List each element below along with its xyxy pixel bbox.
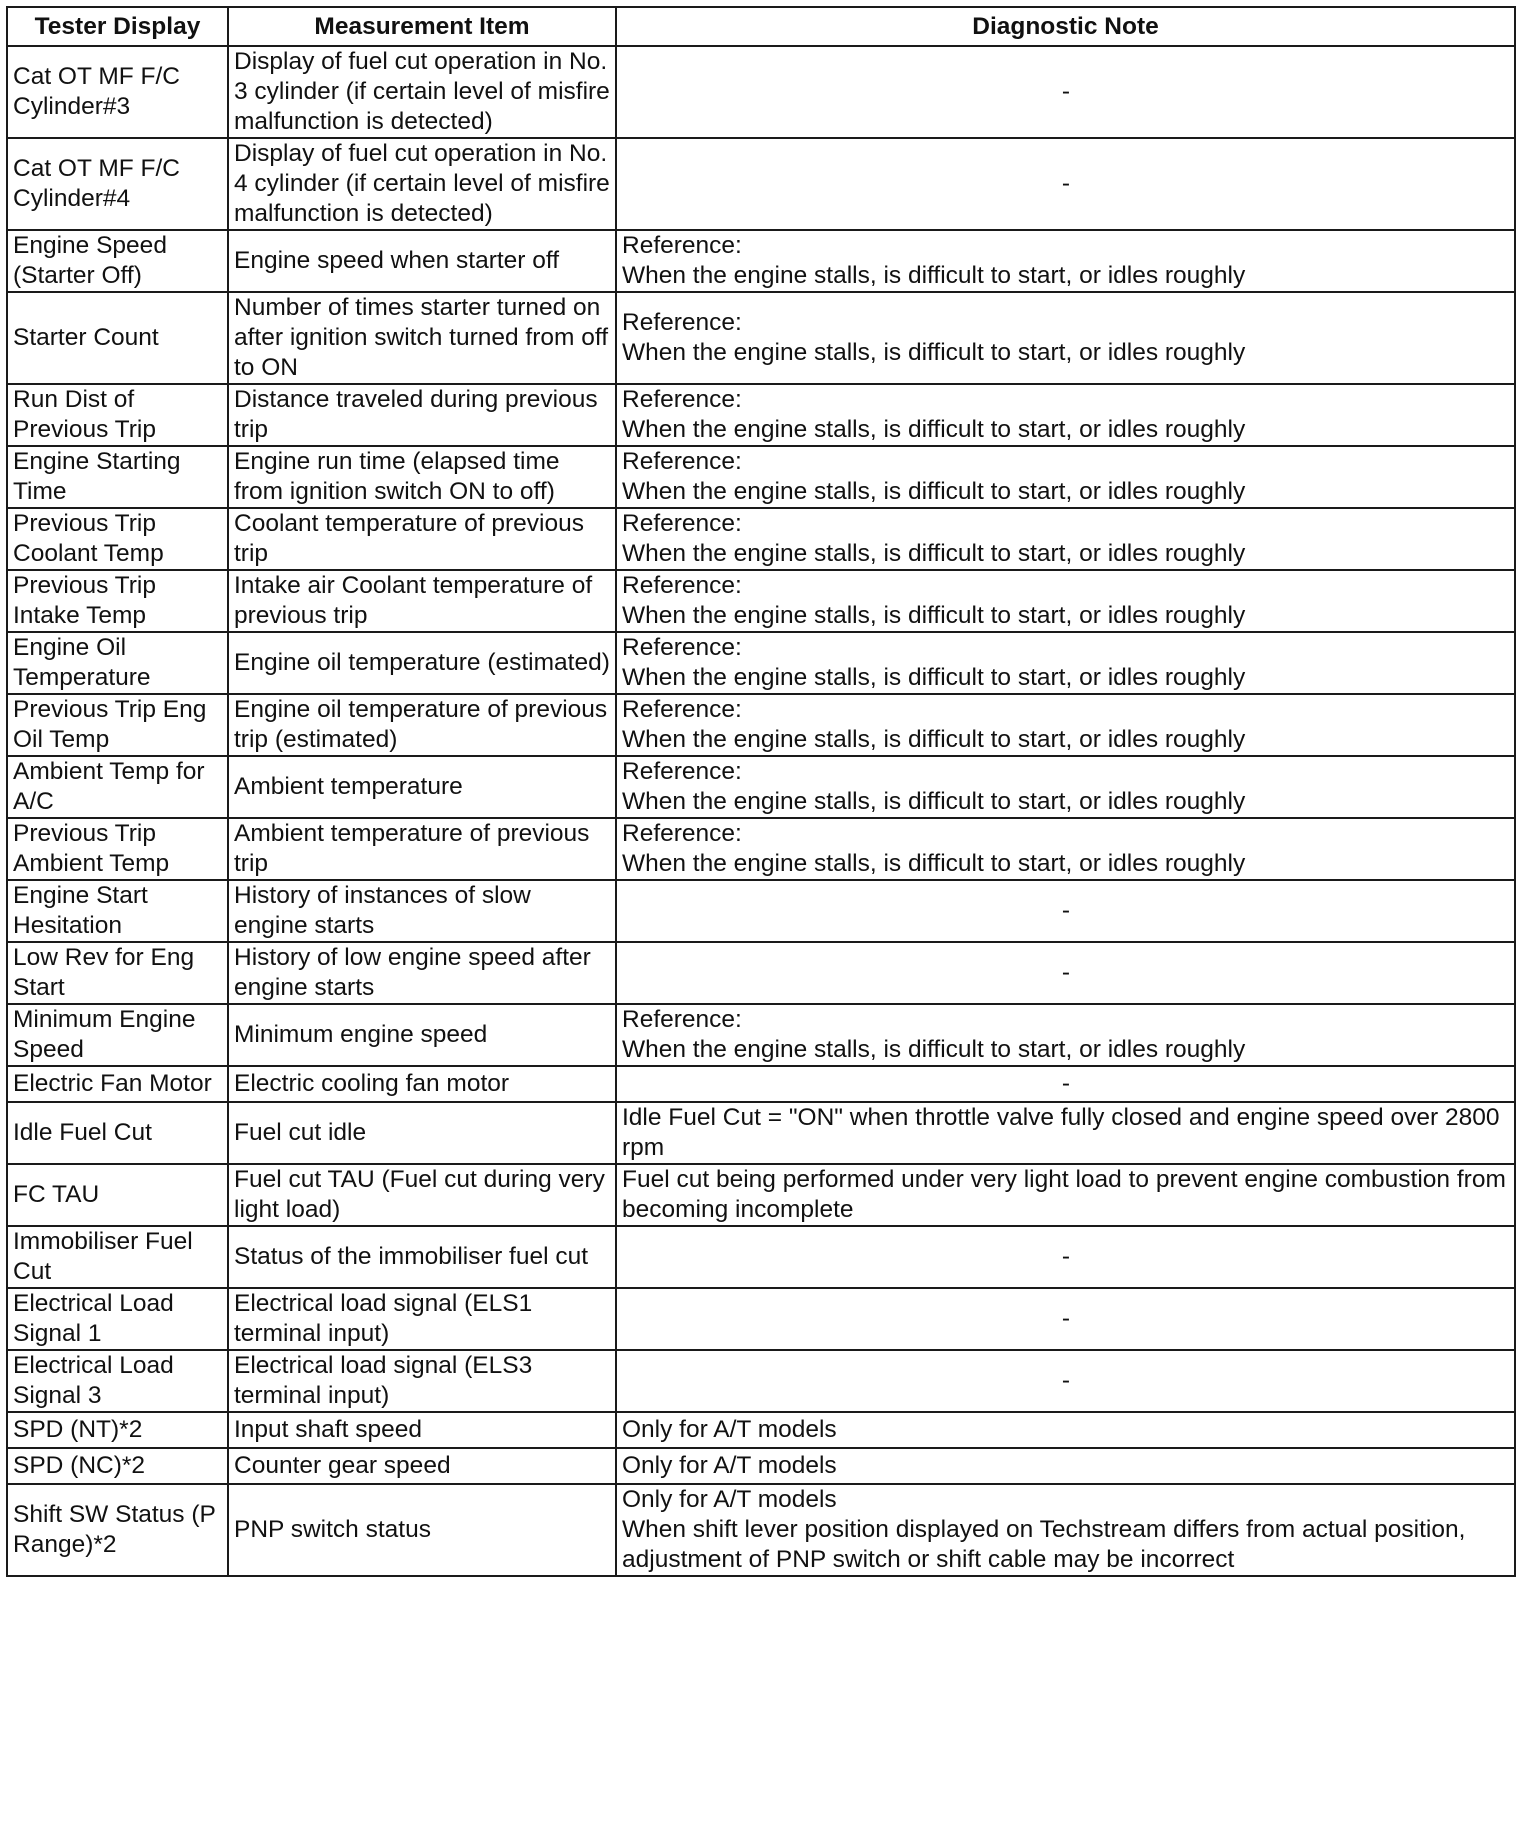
measurement-item-cell: Engine oil temperature of previous trip (estimated) <box>228 694 616 756</box>
tester-display-cell: Run Dist of Previous Trip <box>7 384 228 446</box>
tester-display-cell: Engine Oil Temperature <box>7 632 228 694</box>
measurement-item-cell: Electric cooling fan motor <box>228 1066 616 1102</box>
diagnostic-note-cell <box>616 1164 1515 1226</box>
tester-display-cell: Engine Starting Time <box>7 446 228 508</box>
diagnostic-note-line: Reference: <box>622 696 742 723</box>
diagnostic-note-cell <box>616 1288 1515 1350</box>
diagnostic-note-line: When the engine stalls, is difficult to start, or idles roughly <box>622 262 1246 289</box>
diagnostic-note-dash: - <box>1061 170 1071 197</box>
measurement-item-cell: PNP switch status <box>228 1484 616 1576</box>
table-row <box>7 570 1515 632</box>
table-row <box>7 138 1515 230</box>
table-row <box>7 46 1515 138</box>
diagnostic-note-line: When the engine stalls, is difficult to start, or idles roughly <box>622 540 1246 567</box>
tester-display-cell: Immobiliser Fuel Cut <box>7 1226 228 1288</box>
table-row <box>7 292 1515 384</box>
diagnostic-note-line: Reference: <box>622 386 742 413</box>
measurement-table <box>6 6 1516 1577</box>
diagnostic-note-cell <box>616 508 1515 570</box>
tester-display-cell: Electric Fan Motor <box>7 1066 228 1102</box>
tester-display-cell: Engine Start Hesitation <box>7 880 228 942</box>
diagnostic-note-cell <box>616 1102 1515 1164</box>
measurement-item-cell: Minimum engine speed <box>228 1004 616 1066</box>
header-measurement-item: Measurement Item <box>228 7 616 46</box>
tester-display-cell: Electrical Load Signal 1 <box>7 1288 228 1350</box>
diagnostic-note-cell <box>616 570 1515 632</box>
header-row <box>7 7 1515 46</box>
measurement-item-cell: Engine oil temperature (estimated) <box>228 632 616 694</box>
diagnostic-note-cell <box>616 1448 1515 1484</box>
tester-display-cell: Engine Speed (Starter Off) <box>7 230 228 292</box>
table-row <box>7 1226 1515 1288</box>
measurement-item-cell: Input shaft speed <box>228 1412 616 1448</box>
diagnostic-note-dash: - <box>1061 959 1071 986</box>
diagnostic-note-cell <box>616 1066 1515 1102</box>
table-row <box>7 508 1515 570</box>
tester-display-cell: Low Rev for Eng Start <box>7 942 228 1004</box>
measurement-item-cell: Ambient temperature <box>228 756 616 818</box>
diagnostic-note-cell <box>616 230 1515 292</box>
diagnostic-note-dash: - <box>1061 1367 1071 1394</box>
diagnostic-note-line: Only for A/T models <box>622 1486 837 1513</box>
table-row <box>7 1350 1515 1412</box>
tester-display-cell: Previous Trip Ambient Temp <box>7 818 228 880</box>
diagnostic-note-cell <box>616 138 1515 230</box>
table-row <box>7 1102 1515 1164</box>
diagnostic-note-line: Idle Fuel Cut = "ON" when throttle valve fully closed and engine speed over 2800 rpm <box>622 1104 1500 1161</box>
measurement-item-cell: Coolant temperature of previous trip <box>228 508 616 570</box>
diagnostic-note-dash: - <box>1061 78 1071 105</box>
diagnostic-note-cell <box>616 1004 1515 1066</box>
diagnostic-note-cell <box>616 880 1515 942</box>
tester-display-cell: Ambient Temp for A/C <box>7 756 228 818</box>
diagnostic-note-cell <box>616 292 1515 384</box>
diagnostic-note-line: Reference: <box>622 1006 742 1033</box>
measurement-item-cell: History of instances of slow engine starts <box>228 880 616 942</box>
tester-display-cell: Electrical Load Signal 3 <box>7 1350 228 1412</box>
measurement-item-cell: Fuel cut TAU (Fuel cut during very light load) <box>228 1164 616 1226</box>
diagnostic-note-cell <box>616 818 1515 880</box>
table-row <box>7 1412 1515 1448</box>
diagnostic-note-cell <box>616 1226 1515 1288</box>
tester-display-cell: Starter Count <box>7 292 228 384</box>
measurement-item-cell: Distance traveled during previous trip <box>228 384 616 446</box>
table-body <box>7 46 1515 1576</box>
diagnostic-note-cell <box>616 756 1515 818</box>
tester-display-cell: Shift SW Status (P Range)*2 <box>7 1484 228 1576</box>
diagnostic-note-dash: - <box>1061 1305 1071 1332</box>
table-row <box>7 1448 1515 1484</box>
table-row <box>7 1288 1515 1350</box>
diagnostic-note-dash: - <box>1061 1243 1071 1270</box>
measurement-item-cell: Ambient temperature of previous trip <box>228 818 616 880</box>
measurement-item-cell: Fuel cut idle <box>228 1102 616 1164</box>
diagnostic-note-cell <box>616 942 1515 1004</box>
measurement-item-cell: Engine run time (elapsed time from ignition switch ON to off) <box>228 446 616 508</box>
header-tester-display: Tester Display <box>7 7 228 46</box>
tester-display-cell: FC TAU <box>7 1164 228 1226</box>
table-row <box>7 632 1515 694</box>
diagnostic-note-line: Only for A/T models <box>622 1416 837 1443</box>
tester-display-cell: Cat OT MF F/C Cylinder#3 <box>7 46 228 138</box>
diagnostic-note-line: Reference: <box>622 820 742 847</box>
diagnostic-note-cell <box>616 384 1515 446</box>
diagnostic-note-line: When the engine stalls, is difficult to start, or idles roughly <box>622 339 1246 366</box>
table-row <box>7 1066 1515 1102</box>
header-diagnostic-note: Diagnostic Note <box>616 7 1515 46</box>
table-row <box>7 1164 1515 1226</box>
diagnostic-note-dash: - <box>1061 1070 1071 1097</box>
tester-display-cell: SPD (NC)*2 <box>7 1448 228 1484</box>
diagnostic-note-line: When the engine stalls, is difficult to start, or idles roughly <box>622 416 1246 443</box>
table-row <box>7 446 1515 508</box>
diagnostic-note-line: When the engine stalls, is difficult to start, or idles roughly <box>622 850 1246 877</box>
tester-display-cell: Cat OT MF F/C Cylinder#4 <box>7 138 228 230</box>
table-row <box>7 880 1515 942</box>
table-row <box>7 942 1515 1004</box>
table-row <box>7 756 1515 818</box>
diagnostic-note-line: When the engine stalls, is difficult to start, or idles roughly <box>622 664 1246 691</box>
measurement-item-cell: Intake air Coolant temperature of previous trip <box>228 570 616 632</box>
diagnostic-note-line: Reference: <box>622 232 742 259</box>
diagnostic-note-line: When the engine stalls, is difficult to start, or idles roughly <box>622 602 1246 629</box>
table-row <box>7 818 1515 880</box>
diagnostic-note-line: When shift lever position displayed on Techstream differs from actual position, adjustment of PNP switch or shift cable may be incorrect <box>622 1516 1466 1573</box>
diagnostic-note-cell <box>616 1350 1515 1412</box>
tester-display-cell: Idle Fuel Cut <box>7 1102 228 1164</box>
measurement-item-cell: Electrical load signal (ELS1 terminal input) <box>228 1288 616 1350</box>
diagnostic-note-cell <box>616 1412 1515 1448</box>
measurement-item-cell: Display of fuel cut operation in No. 4 cylinder (if certain level of misfire malfunction is detected) <box>228 138 616 230</box>
diagnostic-note-dash: - <box>1061 897 1071 924</box>
measurement-item-cell: History of low engine speed after engine starts <box>228 942 616 1004</box>
measurement-item-cell: Counter gear speed <box>228 1448 616 1484</box>
table-row <box>7 1004 1515 1066</box>
diagnostic-note-cell <box>616 1484 1515 1576</box>
tester-display-cell: Previous Trip Eng Oil Temp <box>7 694 228 756</box>
diagnostic-note-line: Reference: <box>622 634 742 661</box>
measurement-item-cell: Number of times starter turned on after ignition switch turned from off to ON <box>228 292 616 384</box>
table-row <box>7 1484 1515 1576</box>
diagnostic-note-line: When the engine stalls, is difficult to start, or idles roughly <box>622 478 1246 505</box>
diagnostic-note-cell <box>616 694 1515 756</box>
table-row <box>7 384 1515 446</box>
diagnostic-note-line: Reference: <box>622 448 742 475</box>
tester-display-cell: Minimum Engine Speed <box>7 1004 228 1066</box>
diagnostic-note-cell <box>616 446 1515 508</box>
measurement-item-cell: Electrical load signal (ELS3 terminal input) <box>228 1350 616 1412</box>
measurement-item-cell: Status of the immobiliser fuel cut <box>228 1226 616 1288</box>
diagnostic-note-line: Reference: <box>622 309 742 336</box>
diagnostic-note-line: Reference: <box>622 510 742 537</box>
diagnostic-note-cell <box>616 46 1515 138</box>
table-row <box>7 230 1515 292</box>
diagnostic-note-line: Fuel cut being performed under very light load to prevent engine combustion from becoming incomplete <box>622 1166 1506 1223</box>
table-row <box>7 694 1515 756</box>
diagnostic-note-line: When the engine stalls, is difficult to start, or idles roughly <box>622 726 1246 753</box>
diagnostic-note-line: Reference: <box>622 572 742 599</box>
diagnostic-note-line: Reference: <box>622 758 742 785</box>
diagnostic-note-line: When the engine stalls, is difficult to start, or idles roughly <box>622 1036 1246 1063</box>
measurement-item-cell: Engine speed when starter off <box>228 230 616 292</box>
diagnostic-note-line: When the engine stalls, is difficult to start, or idles roughly <box>622 788 1246 815</box>
measurement-item-cell: Display of fuel cut operation in No. 3 cylinder (if certain level of misfire malfunction is detected) <box>228 46 616 138</box>
tester-display-cell: Previous Trip Intake Temp <box>7 570 228 632</box>
diagnostic-note-line: Only for A/T models <box>622 1452 837 1479</box>
diagnostic-note-cell <box>616 632 1515 694</box>
tester-display-cell: Previous Trip Coolant Temp <box>7 508 228 570</box>
tester-display-cell: SPD (NT)*2 <box>7 1412 228 1448</box>
